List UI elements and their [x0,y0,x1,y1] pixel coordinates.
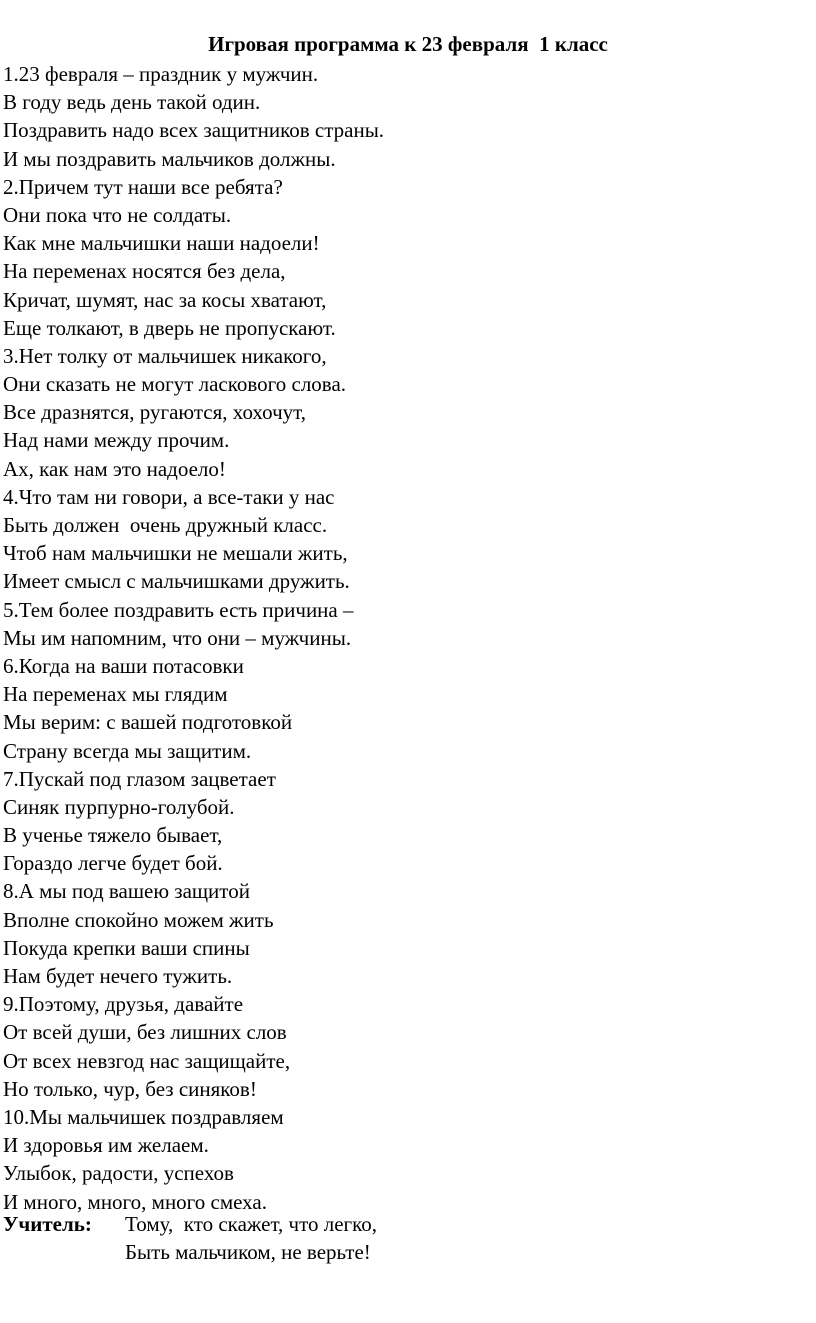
poem-line: На переменах мы глядим [3,682,228,707]
teacher-block [3,1210,378,1266]
poem-line: 4.Что там ни говори, а все-таки у нас [3,484,335,509]
poem-line: 3.Нет толку от мальчишек никакого, [3,343,327,368]
poem-line: Как мне мальчишки наши надоели! [3,231,320,256]
poem-line: И много, много, много смеха. [3,1189,267,1214]
teacher-line: Быть мальчиком, не верьте! [125,1240,371,1265]
poem-line: От всей души, без лишних слов [3,1020,287,1045]
poem-line: 9.Поэтому, друзья, давайте [3,992,244,1017]
teacher-row-1 [3,1210,378,1238]
poem-line: Но только, чур, без синяков! [3,1076,257,1101]
poem-line: Ах, как нам это надоело! [3,456,226,481]
poem-line: Улыбок, радости, успехов [3,1161,234,1186]
poem-line: И мы поздравить мальчиков должны. [3,146,336,171]
poem-line: Еще толкают, в дверь не пропускают. [3,315,336,340]
poem-line: 1.23 февраля – праздник у мужчин. [3,62,319,86]
teacher-line: Тому, кто скажет, что легко, [125,1212,378,1236]
poem-line: Покуда крепки ваши спины [3,935,250,960]
poem-line: Страну всегда мы защитим. [3,738,252,763]
poem-line: На переменах носятся без дела, [3,259,286,284]
speaker-label: Учитель: [3,1212,92,1236]
poem-line: 10.Мы мальчишек поздравляем [3,1104,284,1129]
poem-line: Гораздо легче будет бой. [3,851,223,876]
poem-line: 7.Пускай под глазом зацветает [3,766,276,791]
poem-line: Все дразнятся, ругаются, хохочут, [3,400,306,425]
teacher-row-2 [3,1238,371,1266]
poem-line: Мы верим: с вашей подготовкой [3,710,293,735]
poem-line: 2.Причем тут наши все ребята? [3,174,283,199]
poem-line: В году ведь день такой один. [3,90,261,115]
poem-line: И здоровья им желаем. [3,1133,209,1158]
poem-line: В ученье тяжело бывает, [3,823,223,848]
poem-line: Синяк пурпурно-голубой. [3,794,235,819]
poem-line: 8.А мы под вашею защитой [3,879,250,904]
poem-line: Чтоб нам мальчишки не мешали жить, [3,541,348,566]
document-title: Игровая программа к 23 февраля 1 класс [208,32,608,56]
poem-line: 5.Тем более поздравить есть причина – [3,597,354,622]
poem-line: Вполне спокойно можем жить [3,907,274,932]
poem-line: Поздравить надо всех защитников страны. [3,118,385,143]
poem-line: Над нами между прочим. [3,428,230,453]
poem-line: Они пока что не солдаты. [3,202,232,227]
poem-line: Они сказать не могут ласкового слова. [3,372,347,397]
poem-line: Мы им напомним, что они – мужчины. [3,625,352,650]
poem-line: Быть должен очень дружный класс. [3,513,328,537]
poem-line: Имеет смысл с мальчишками дружить. [3,569,350,594]
poem-body [3,60,384,1216]
poem-line: Нам будет нечего тужить. [3,964,233,988]
poem-line: 6.Когда на ваши потасовки [3,653,244,678]
poem-line: Кричат, шумят, нас за косы хватают, [3,287,327,312]
poem-line: От всех невзгод нас защищайте, [3,1048,291,1073]
